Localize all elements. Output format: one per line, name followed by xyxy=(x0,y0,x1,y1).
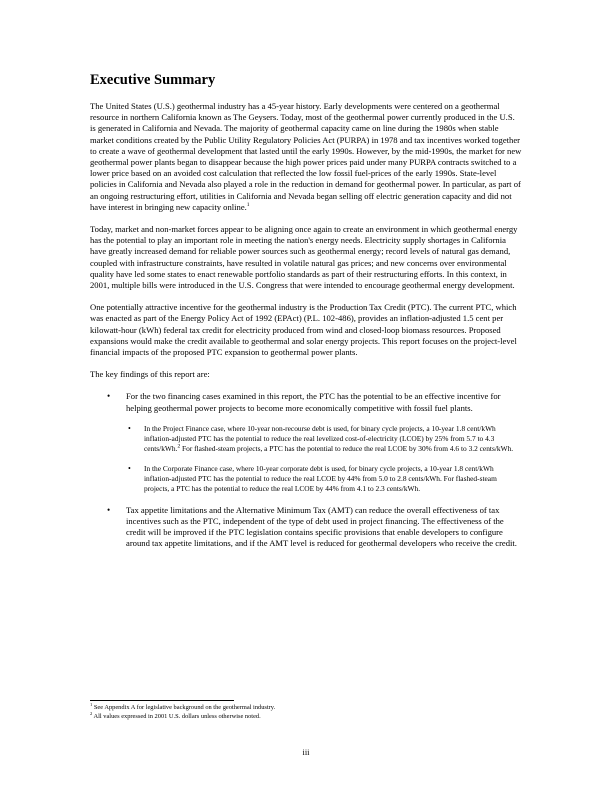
finding-sub-text xyxy=(144,424,522,454)
paragraph-market-forces xyxy=(90,224,522,291)
footnote-marker: 2 xyxy=(90,710,93,716)
sub-text-after: For flashed-steam projects, a PTC has the potential to reduce the real LCOE by 30% from 4.6 to 3.2 cents/kWh. xyxy=(180,443,514,453)
paragraph-ptc-incentive xyxy=(90,302,522,358)
paragraph-history xyxy=(90,101,522,213)
sub-text-before: In the Project Finance case, where 10-year non-recourse debt is used, for binary cycle projects, a 10-year 1.8 cent/kWh inflation-adjusted PTC has the potential to reduce the real levelized cost-of-electricity (LCOE) by 25% from 5.7 to 4.3 cents/kWh. xyxy=(144,423,496,453)
key-findings-list xyxy=(90,391,522,549)
finding-sub-item xyxy=(126,464,522,494)
page-body xyxy=(90,72,522,561)
footnote-text: All values expressed in 2001 U.S. dollars unless otherwise noted. xyxy=(93,712,261,720)
paragraph-text: The key findings of this report are: xyxy=(90,369,210,380)
finding-item xyxy=(90,391,522,493)
finding-text: Tax appetite limitations and the Alternative Minimum Tax (AMT) can reduce the overall effectiveness of tax incentives such as the PTC, independent of the type of debt used in project financing. The effectiveness of the credit will be improved if the PTC legislation contains specific provisions that enable developers to configure around tax appetite limitations, and if the AMT level is reduced for geothermal developers who receive the credit. xyxy=(126,504,517,549)
sub-text-before: In the Corporate Finance case, where 10-year corporate debt is used, for binary cycle projects, a 10-year 1.8 cent/kWh inflation-adjusted PTC has the potential to reduce the real LCOE by 44% from 5.0 to 2.8 cents/kWh. For flashed-steam projects, a PTC has the potential to reduce the real LCOE by 44% from 4.1 to 2.3 cents/kWh. xyxy=(144,463,497,493)
finding-sub-text xyxy=(144,464,522,494)
footnote-2 xyxy=(90,710,522,722)
footnote-marker: 1 xyxy=(90,701,93,707)
finding-item xyxy=(90,505,522,550)
footnote-ref-1[interactable]: 1 xyxy=(246,201,250,208)
paragraph-text: One potentially attractive incentive for the geothermal industry is the Production Tax Credit (PTC). The current PTC, which was enacted as part of the Energy Policy Act of 1992 (EPAct) (P.L. 102-486), provides an inflation-adjusted 1.5 cent per kilowatt-hour (kWh) federal tax credit for electricity produced from wind and closed-loop biomass resources. Proposed expansions would make the credit available to geothermal and solar energy projects. This report focuses on the project-level financial impacts of the proposed PTC expansion to geothermal power plants. xyxy=(90,302,517,358)
paragraph-key-findings-intro xyxy=(90,369,522,380)
finding-sub-list xyxy=(126,424,522,494)
bullet-icon: • xyxy=(107,391,111,402)
page-title: Executive Summary xyxy=(90,72,216,88)
paragraph-text: The United States (U.S.) geothermal industry has a 45-year history. Early developments were centered on a geothermal resource in northern California known as The Geysers. Today, most of the geothermal power currently produced in the U.S. is generated in California and Nevada. The majority of geothermal capacity came on line during the 1980s when stable market conditions created by the Public Utility Regulatory Policies Act (PURPA) in 1978 and tax incentives worked together to create a wave of geothermal development that lasted until the early 1990s. However, by the mid-1990s, the market for new geothermal power plants began to disappear because the high power prices paid under many PURPA contracts switched to a lower price based on an avoided cost calculation that reflected the low fossil fuel-prices of the early 1990s. State-level policies in California and Nevada also played a role in the reduction in demand for geothermal power. In particular, as part of an ongoing restructuring effort, utilities in California and Nevada began selling off electric generation capacity and did not have interest in bringing new capacity online. xyxy=(90,101,522,212)
footnote-text: See Appendix A for legislative background on the geothermal industry. xyxy=(93,704,276,711)
finding-sub-item xyxy=(126,424,522,454)
paragraph-text: Today, market and non-market forces appear to be aligning once again to create an environment in which geothermal energy has the potential to play an important role in meeting the nation's energy needs. Electricity supply shortages in California have greatly increased demand for reliable power sources such as geothermal energy; record levels of natural gas demand, coupled with infrastructure constraints, have resulted in volatile natural gas prices; and new concerns over environmental quality have led some states to enact renewable portfolio standards as part of their restructuring efforts. In this context, in 2001, multiple bills were introduced in the U.S. Congress that were intended to encourage geothermal energy development. xyxy=(90,224,518,291)
footnote-ref-2[interactable]: 2 xyxy=(177,443,181,450)
page-number: iii xyxy=(302,748,310,757)
finding-text: For the two financing cases examined in this report, the PTC has the potential to be an effective incentive for helping geothermal power projects to become more economically competitive with fossil fuel plants. xyxy=(126,391,501,413)
bullet-icon: • xyxy=(128,423,131,433)
footnotes xyxy=(90,701,522,721)
bullet-icon: • xyxy=(107,504,111,515)
bullet-icon: • xyxy=(128,463,131,473)
footnote-divider xyxy=(90,700,234,701)
